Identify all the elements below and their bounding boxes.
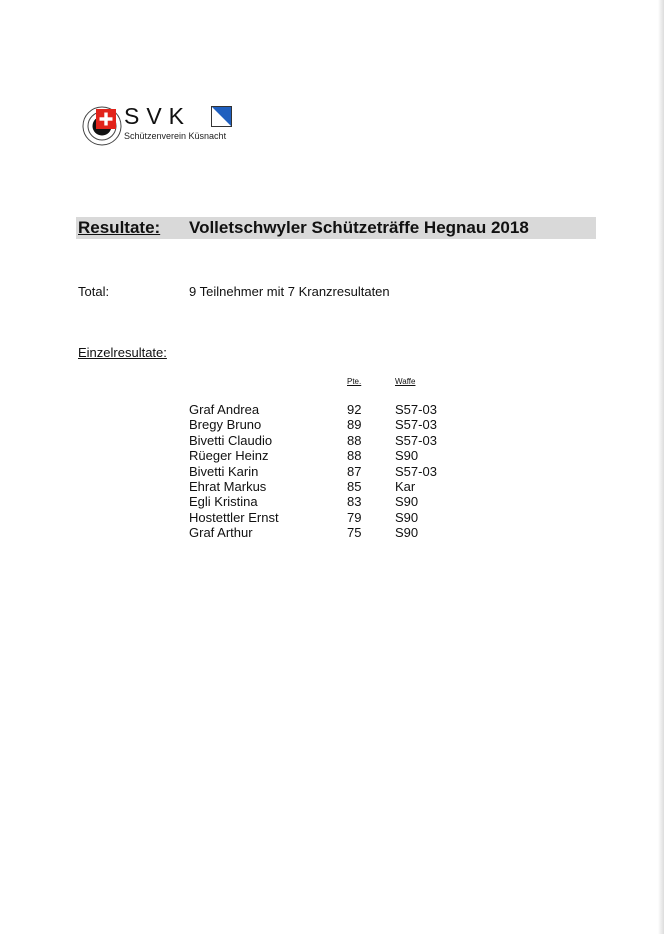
participant-name: Graf Arthur <box>189 525 253 541</box>
target-logo-icon <box>82 104 126 148</box>
participant-weapon: S57-03 <box>395 432 437 448</box>
participant-weapon: S57-03 <box>395 463 437 479</box>
participant-points: 83 <box>347 494 362 510</box>
participant-weapon: S90 <box>395 525 419 541</box>
logo-subtitle: Schützenverein Küsnacht <box>124 131 227 141</box>
zurich-flag-icon <box>211 106 232 127</box>
participant-points: 79 <box>347 509 362 525</box>
participant-points: 85 <box>347 478 362 494</box>
participant-weapon: S90 <box>395 494 419 510</box>
participant-name: Rüeger Heinz <box>189 448 269 464</box>
total-label: Total: <box>78 284 110 299</box>
total-value: 9 Teilnehmer mit 7 Kranzresultaten <box>189 284 390 299</box>
participant-name: Bregy Bruno <box>189 417 262 433</box>
participant-name: Hostettler Ernst <box>189 509 279 525</box>
participant-name: Ehrat Markus <box>189 478 267 494</box>
weapon-column-header: Waffe <box>395 377 416 386</box>
participant-name: Bivetti Claudio <box>189 432 273 448</box>
participant-name: Egli Kristina <box>189 494 258 510</box>
participant-name: Bivetti Karin <box>189 463 259 479</box>
participant-points: 92 <box>347 402 362 417</box>
participant-name: Graf Andrea <box>189 402 260 417</box>
participant-weapon: S57-03 <box>395 402 437 417</box>
points-column-header: Pte. <box>347 377 362 386</box>
participant-points: 88 <box>347 448 362 464</box>
participant-points: 87 <box>347 463 362 479</box>
page-edge-shadow <box>658 0 664 934</box>
results-title-bar <box>76 217 596 239</box>
event-title: Volletschwyler Schützeträffe Hegnau 2018 <box>189 218 529 237</box>
participant-points: 88 <box>347 432 362 448</box>
participant-weapon: S57-03 <box>395 417 437 433</box>
logo-letters: SVK <box>124 103 192 129</box>
participant-weapon: S90 <box>395 509 419 525</box>
participant-points: 89 <box>347 417 362 433</box>
participant-weapon: S90 <box>395 448 419 464</box>
participant-weapon: Kar <box>395 478 416 494</box>
individual-results-label: Einzelresultate: <box>78 345 167 360</box>
results-heading: Resultate: <box>78 218 161 237</box>
participant-points: 75 <box>347 525 362 541</box>
club-logo <box>82 104 252 148</box>
